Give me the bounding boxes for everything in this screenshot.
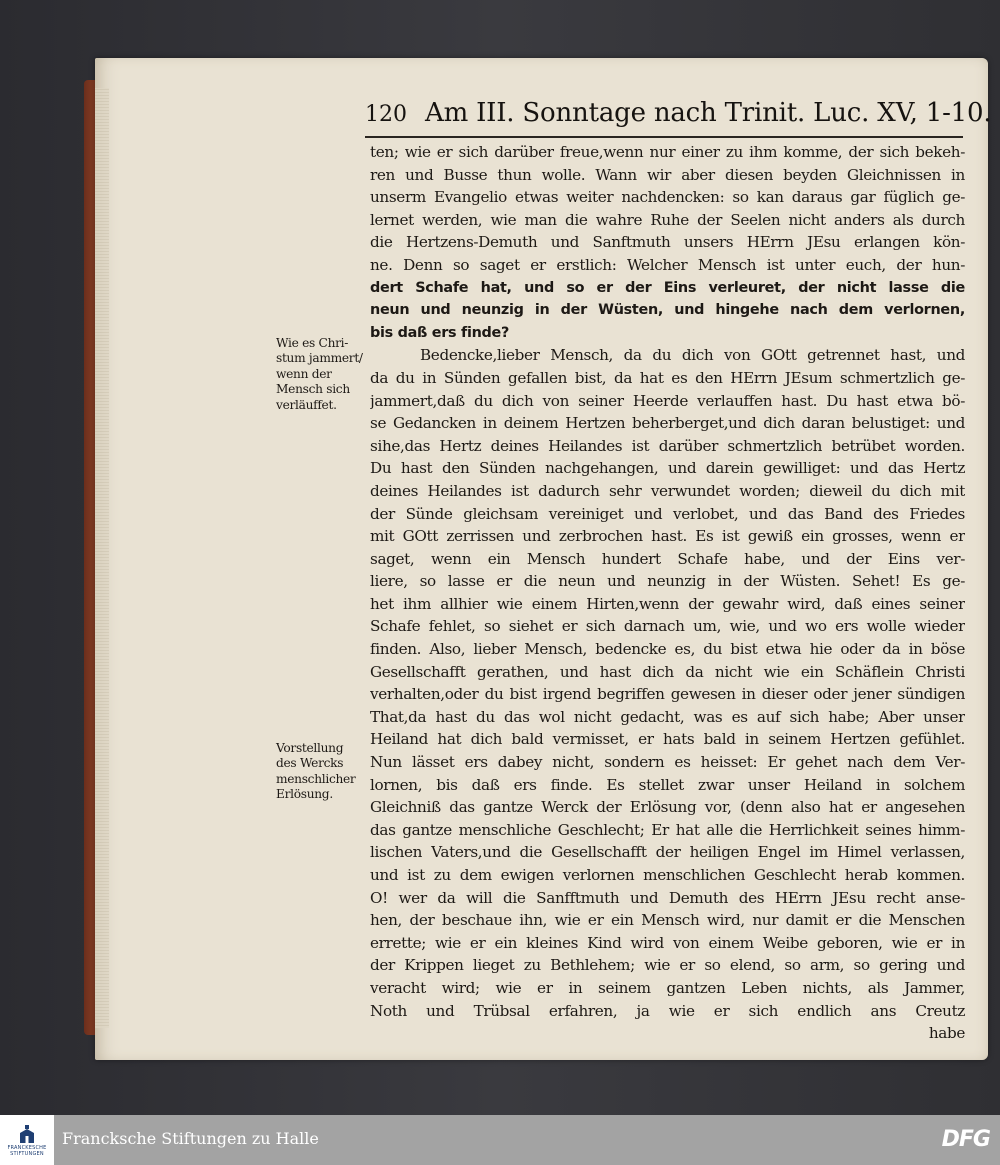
- marginal-note-line: Wie es Chri-: [276, 336, 349, 350]
- text-line: die Hertzens-Demuth und Sanftmuth unsers HErrn JEsu erlangen kön-: [370, 233, 965, 252]
- marginal-note-line: stum jammert/: [276, 351, 363, 366]
- text-line: se Gedancken in deinem Hertzen beherberget,und dich daran belustiget: und: [370, 414, 965, 433]
- marginal-note: [276, 336, 368, 413]
- text-line: O! wer da will die Sanfftmuth und Demuth des HErrn JEsu recht anse-: [370, 888, 965, 907]
- institution-logo[interactable]: [0, 1115, 54, 1165]
- text-line: Gleichniß das gantze Werck der Erlösung vor, (denn also hat er angesehen: [370, 798, 965, 817]
- marginal-note-line: verläuffet.: [276, 397, 337, 412]
- running-head-title: Am III. Sonntage nach Trinit. Luc. XV, 1-10.: [425, 98, 992, 128]
- marginal-note-line: Vorstellung: [276, 741, 344, 755]
- text-line: der Krippen lieget zu Bethlehem; wie er so elend, so arm, so gering und: [370, 956, 965, 975]
- text-line: der Sünde gleichsam vereiniget und verlobet, und das Band des Friedes: [370, 504, 965, 523]
- text-line: That,da hast du das wol nicht gedacht, was es auf sich habe; Aber unser: [370, 707, 965, 726]
- text-line: lornen, bis daß ers finde. Es stellet zwar unser Heiland in solchem: [370, 775, 965, 794]
- marginal-note-line: wenn der: [276, 366, 332, 381]
- text-line: mit GOtt zerrissen und zerbrochen hast. Es ist gewiß ein grosses, wenn er: [370, 527, 965, 546]
- marginal-note-line: Mensch sich: [276, 382, 350, 397]
- text-line: lischen Vaters,und die Gesellschafft der heiligen Engel im Himel verlassen,: [370, 843, 965, 862]
- text-line: hen, der beschaue ihn, wie er ein Mensch wird, nur damit er die Menschen: [370, 911, 965, 930]
- text-line: liere, so lasse er die neun und neunzig in der Wüsten. Sehet! Es ge-: [370, 572, 965, 591]
- catchword: habe: [928, 1024, 965, 1043]
- text-line: deines Heilandes ist dadurch sehr verwundet worden; dieweil du dich mit: [370, 481, 965, 500]
- text-line: errette; wie er ein kleines Kind wird von einem Weibe geboren, wie er in: [370, 933, 965, 952]
- page-number: 120: [365, 102, 407, 127]
- text-line: Heiland hat dich bald vermisset, er hats bald in seinem Hertzen gefühlet.: [370, 730, 965, 749]
- viewer-footer: [0, 1115, 1000, 1165]
- text-line: Du hast den Sünden nachgehangen, und darein gewilliget: und das Hertz: [370, 459, 965, 478]
- text-line: jammert,daß du dich von seiner Heerde verlauffen hast. Du hast etwa bö-: [370, 391, 965, 410]
- text-line: Noth und Trübsal erfahren, ja wie er sich endlich ans Creutz: [370, 1001, 965, 1020]
- text-line: unserm Evangelio etwas weiter nachdencken: so kan daraus gar füglich ge-: [370, 188, 965, 207]
- text-line: bis daß ers finde?: [370, 324, 510, 341]
- text-line: neun und neunzig in der Wüsten, und hingehe nach dem verlornen,: [370, 302, 965, 319]
- running-head: [365, 98, 992, 134]
- text-line: Schafe fehlet, so siehet er sich darnach um, wie, und wo ers wolle wieder: [370, 617, 965, 636]
- institution-emblem-icon: [16, 1123, 38, 1145]
- text-line: dert Schafe hat, und so er der Eins verleuret, der nicht lasse die: [370, 279, 965, 296]
- text-line: ren und Busse thun wolle. Wann wir aber diesen beyden Gleichnissen in: [370, 165, 965, 184]
- text-line: het ihm allhier wie einem Hirten,wenn der gewahr wird, daß eines seiner: [370, 594, 965, 613]
- logo-text: STIFTUNGEN: [10, 1151, 44, 1157]
- text-line: ne. Denn so saget er erstlich: Welcher Mensch ist unter euch, der hun-: [370, 255, 965, 274]
- text-line: verhalten,oder du bist irgend begriffen gewesen in dieser oder jener sündigen: [370, 685, 965, 704]
- marginal-note-line: des Wercks: [276, 756, 344, 771]
- marginal-note-line: menschlicher: [276, 771, 356, 786]
- text-line: sihe,das Hertz deines Heilandes ist darüber schmertzlich betrübet worden.: [370, 436, 965, 455]
- text-line: Bedencke,lieber Mensch, da du dich von GOtt getrennet hast, und: [420, 346, 965, 365]
- text-line: ten; wie er sich darüber freue,wenn nur einer zu ihm komme, der sich bekeh-: [370, 143, 965, 161]
- text-line: veracht wird; wie er in seinem gantzen Leben nichts, als Jammer,: [370, 978, 965, 997]
- text-line: Gesellschafft gerathen, und hast dich da nicht wie ein Schäflein Christi: [370, 662, 965, 681]
- text-line: finden. Also, lieber Mensch, bedencke es, du bist etwa hie oder da in böse: [370, 640, 965, 659]
- text-line: saget, wenn ein Mensch hundert Schafe habe, und der Eins ver-: [370, 549, 965, 568]
- text-line: da du in Sünden gefallen bist, da hat es den HErrn JEsum schmertzlich ge-: [370, 368, 965, 387]
- funder-logo[interactable]: DFG: [941, 1127, 990, 1152]
- body-text: [370, 141, 965, 1045]
- text-line: Nun lässet ers dabey nicht, sondern es heisset: Er gehet nach dem Ver-: [370, 753, 965, 772]
- logo-text: FRANCKESCHE: [7, 1145, 47, 1151]
- header-rule: [365, 136, 963, 138]
- institution-name: Francksche Stiftungen zu Halle: [62, 1129, 319, 1148]
- text-line: und ist zu dem ewigen verlornen menschlichen Geschlecht herab kommen.: [370, 866, 965, 884]
- marginal-note-line: Erlösung.: [276, 787, 333, 802]
- text-line: lernet werden, wie man die wahre Ruhe der Seelen nicht anders als durch: [370, 210, 965, 229]
- marginal-note: [276, 741, 368, 803]
- text-line: das gantze menschliche Geschlecht; Er hat alle die Herrlichkeit seines himm-: [370, 820, 965, 839]
